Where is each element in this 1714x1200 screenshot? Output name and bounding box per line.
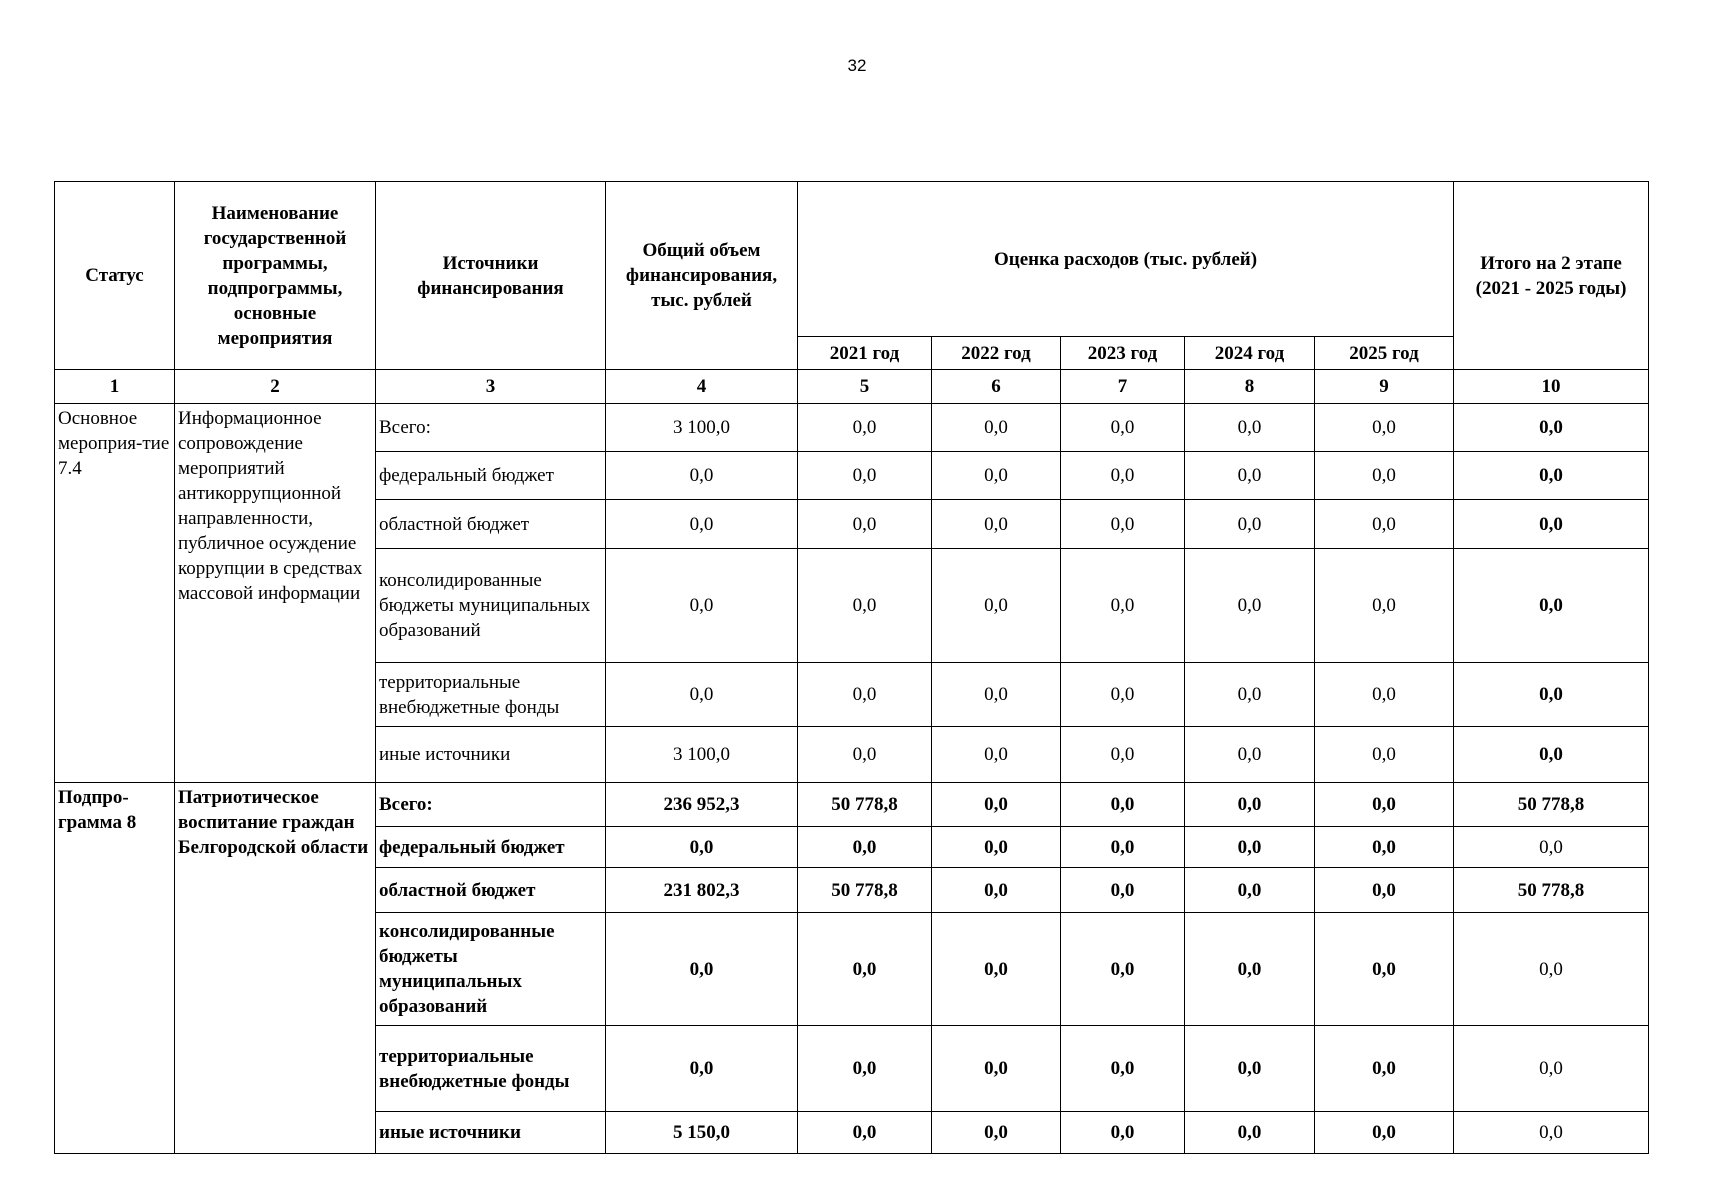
header-status: Статус bbox=[55, 182, 175, 370]
column-number: 8 bbox=[1185, 370, 1315, 404]
column-number: 7 bbox=[1061, 370, 1185, 404]
year-value-cell: 0,0 bbox=[798, 500, 932, 549]
total-cell: 3 100,0 bbox=[606, 404, 798, 452]
year-value-cell: 0,0 bbox=[932, 663, 1061, 727]
year-value-cell: 0,0 bbox=[1061, 549, 1185, 663]
header-year: 2025 год bbox=[1315, 337, 1454, 370]
budget-table bbox=[54, 181, 1649, 1154]
year-value-cell: 0,0 bbox=[798, 549, 932, 663]
source-cell: областной бюджет bbox=[376, 868, 606, 913]
year-value-cell: 0,0 bbox=[932, 549, 1061, 663]
total-cell: 0,0 bbox=[606, 663, 798, 727]
source-cell: территориальные внебюджетные фонды bbox=[376, 663, 606, 727]
year-value-cell: 0,0 bbox=[1185, 500, 1315, 549]
year-value-cell: 0,0 bbox=[1061, 1112, 1185, 1154]
year-value-cell: 0,0 bbox=[1315, 783, 1454, 827]
year-value-cell: 0,0 bbox=[1185, 1112, 1315, 1154]
year-value-cell: 0,0 bbox=[1185, 452, 1315, 500]
year-value-cell: 0,0 bbox=[798, 452, 932, 500]
stage-total-cell: 0,0 bbox=[1454, 500, 1649, 549]
year-value-cell: 0,0 bbox=[932, 727, 1061, 783]
header-year: 2023 год bbox=[1061, 337, 1185, 370]
header-row bbox=[55, 182, 1649, 337]
total-cell: 0,0 bbox=[606, 1026, 798, 1112]
stage-total-cell: 0,0 bbox=[1454, 404, 1649, 452]
year-value-cell: 0,0 bbox=[1061, 663, 1185, 727]
year-value-cell: 0,0 bbox=[932, 1112, 1061, 1154]
year-value-cell: 0,0 bbox=[1061, 868, 1185, 913]
column-number: 5 bbox=[798, 370, 932, 404]
year-value-cell: 0,0 bbox=[1185, 913, 1315, 1026]
total-cell: 0,0 bbox=[606, 549, 798, 663]
stage-total-cell: 0,0 bbox=[1454, 1112, 1649, 1154]
table-row bbox=[55, 783, 1649, 827]
program-name-cell: Информационное сопровождение мероприятий антикоррупционной направленности, публичное осуждение коррупции в средствах массовой информации bbox=[175, 404, 376, 783]
source-cell: консолидированные бюджеты муниципальных образований bbox=[376, 913, 606, 1026]
column-number: 9 bbox=[1315, 370, 1454, 404]
year-value-cell: 0,0 bbox=[932, 783, 1061, 827]
stage-total-cell: 0,0 bbox=[1454, 549, 1649, 663]
year-value-cell: 0,0 bbox=[1185, 868, 1315, 913]
total-cell: 0,0 bbox=[606, 452, 798, 500]
year-value-cell: 0,0 bbox=[798, 1026, 932, 1112]
year-value-cell: 0,0 bbox=[1185, 783, 1315, 827]
total-cell: 0,0 bbox=[606, 827, 798, 868]
total-cell: 3 100,0 bbox=[606, 727, 798, 783]
year-value-cell: 0,0 bbox=[1061, 913, 1185, 1026]
stage-total-cell: 50 778,8 bbox=[1454, 783, 1649, 827]
year-value-cell: 0,0 bbox=[1061, 727, 1185, 783]
source-cell: территориальные внебюджетные фонды bbox=[376, 1026, 606, 1112]
year-value-cell: 0,0 bbox=[1061, 452, 1185, 500]
header-year: 2022 год bbox=[932, 337, 1061, 370]
stage-total-cell: 0,0 bbox=[1454, 452, 1649, 500]
page-number: 32 bbox=[847, 56, 867, 75]
year-value-cell: 0,0 bbox=[1315, 663, 1454, 727]
stage-total-cell: 0,0 bbox=[1454, 827, 1649, 868]
source-cell: консолидированные бюджеты муниципальных образований bbox=[376, 549, 606, 663]
year-value-cell: 0,0 bbox=[1315, 1026, 1454, 1112]
year-value-cell: 0,0 bbox=[1061, 500, 1185, 549]
column-number: 4 bbox=[606, 370, 798, 404]
header-total-volume: Общий объем финансирования, тыс. рублей bbox=[606, 182, 798, 370]
source-cell: федеральный бюджет bbox=[376, 452, 606, 500]
year-value-cell: 0,0 bbox=[1185, 663, 1315, 727]
header-year: 2021 год bbox=[798, 337, 932, 370]
year-value-cell: 0,0 bbox=[932, 500, 1061, 549]
source-cell: областной бюджет bbox=[376, 500, 606, 549]
header-estimate: Оценка расходов (тыс. рублей) bbox=[798, 182, 1454, 337]
year-value-cell: 0,0 bbox=[1315, 868, 1454, 913]
year-value-cell: 0,0 bbox=[1185, 404, 1315, 452]
status-cell: Подпро-грамма 8 bbox=[55, 783, 175, 1154]
stage-total-cell: 0,0 bbox=[1454, 1026, 1649, 1112]
source-cell: иные источники bbox=[376, 1112, 606, 1154]
year-value-cell: 0,0 bbox=[1315, 913, 1454, 1026]
year-value-cell: 0,0 bbox=[798, 913, 932, 1026]
year-value-cell: 0,0 bbox=[932, 404, 1061, 452]
stage-total-cell: 0,0 bbox=[1454, 727, 1649, 783]
year-value-cell: 0,0 bbox=[1315, 500, 1454, 549]
year-value-cell: 0,0 bbox=[932, 1026, 1061, 1112]
year-value-cell: 0,0 bbox=[1061, 827, 1185, 868]
year-value-cell: 0,0 bbox=[1061, 783, 1185, 827]
header-stage-total: Итого на 2 этапе (2021 - 2025 годы) bbox=[1454, 182, 1649, 370]
total-cell: 0,0 bbox=[606, 500, 798, 549]
header-year: 2024 год bbox=[1185, 337, 1315, 370]
year-value-cell: 0,0 bbox=[798, 827, 932, 868]
year-value-cell: 0,0 bbox=[932, 913, 1061, 1026]
year-value-cell: 0,0 bbox=[932, 868, 1061, 913]
year-value-cell: 0,0 bbox=[1185, 1026, 1315, 1112]
year-value-cell: 50 778,8 bbox=[798, 783, 932, 827]
year-value-cell: 50 778,8 bbox=[798, 868, 932, 913]
stage-total-cell: 50 778,8 bbox=[1454, 868, 1649, 913]
table-row bbox=[55, 404, 1649, 452]
total-cell: 5 150,0 bbox=[606, 1112, 798, 1154]
year-value-cell: 0,0 bbox=[1185, 827, 1315, 868]
column-number: 2 bbox=[175, 370, 376, 404]
year-value-cell: 0,0 bbox=[1315, 452, 1454, 500]
year-value-cell: 0,0 bbox=[932, 827, 1061, 868]
year-value-cell: 0,0 bbox=[1315, 727, 1454, 783]
year-value-cell: 0,0 bbox=[1061, 1026, 1185, 1112]
year-value-cell: 0,0 bbox=[798, 727, 932, 783]
year-value-cell: 0,0 bbox=[798, 404, 932, 452]
year-value-cell: 0,0 bbox=[932, 452, 1061, 500]
header-name: Наименование государственной программы, подпрограммы, основные мероприятия bbox=[175, 182, 376, 370]
column-number: 6 bbox=[932, 370, 1061, 404]
status-cell: Основное мероприя-тие 7.4 bbox=[55, 404, 175, 783]
source-cell: Всего: bbox=[376, 404, 606, 452]
year-value-cell: 0,0 bbox=[798, 663, 932, 727]
column-number-row bbox=[55, 370, 1649, 404]
column-number: 1 bbox=[55, 370, 175, 404]
year-value-cell: 0,0 bbox=[798, 1112, 932, 1154]
header-sources: Источники финансирования bbox=[376, 182, 606, 370]
stage-total-cell: 0,0 bbox=[1454, 913, 1649, 1026]
total-cell: 231 802,3 bbox=[606, 868, 798, 913]
source-cell: федеральный бюджет bbox=[376, 827, 606, 868]
column-number: 10 bbox=[1454, 370, 1649, 404]
program-name-cell: Патриотическое воспитание граждан Белгородской области bbox=[175, 783, 376, 1154]
source-cell: иные источники bbox=[376, 727, 606, 783]
column-number: 3 bbox=[376, 370, 606, 404]
year-value-cell: 0,0 bbox=[1185, 727, 1315, 783]
total-cell: 236 952,3 bbox=[606, 783, 798, 827]
year-value-cell: 0,0 bbox=[1315, 1112, 1454, 1154]
year-value-cell: 0,0 bbox=[1061, 404, 1185, 452]
year-value-cell: 0,0 bbox=[1315, 404, 1454, 452]
year-value-cell: 0,0 bbox=[1315, 549, 1454, 663]
stage-total-cell: 0,0 bbox=[1454, 663, 1649, 727]
year-value-cell: 0,0 bbox=[1315, 827, 1454, 868]
total-cell: 0,0 bbox=[606, 913, 798, 1026]
year-value-cell: 0,0 bbox=[1185, 549, 1315, 663]
source-cell: Всего: bbox=[376, 783, 606, 827]
